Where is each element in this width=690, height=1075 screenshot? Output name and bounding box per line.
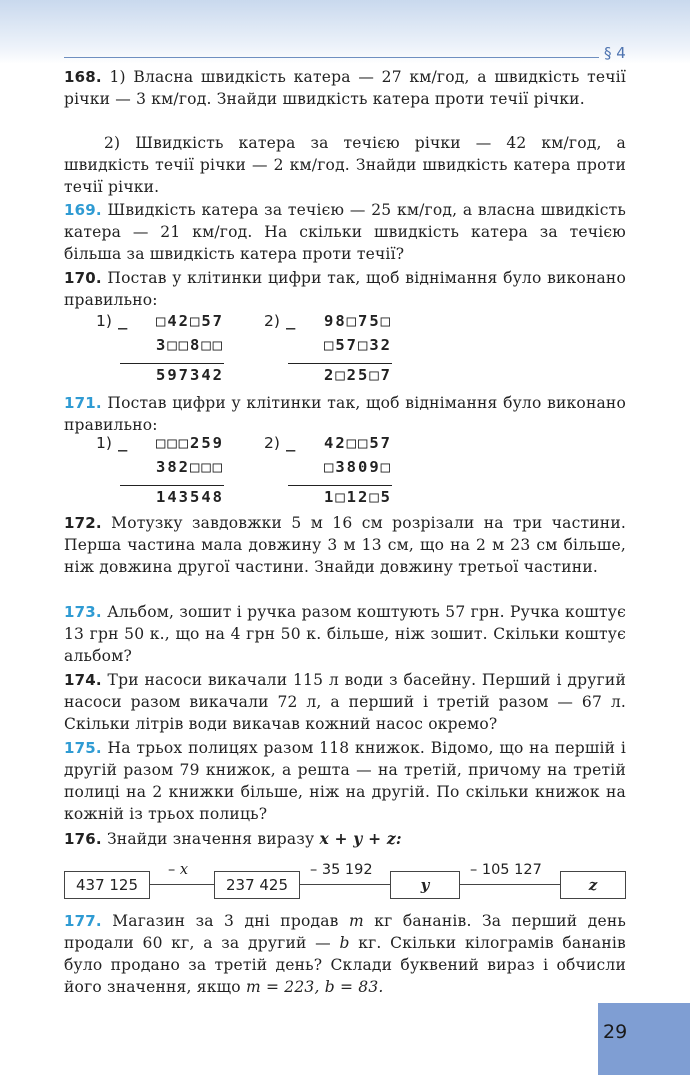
difference: 143548 <box>156 488 224 506</box>
problem-number: 174. <box>64 671 102 689</box>
problem-number: 170. <box>64 269 102 287</box>
problem-177: 177. Магазин за 3 дні продав m кг бананів. За перший день продали 60 кг, а за другий — b кг. Скільки кілограмів бананів було продано за третій день? Склади буквений вираз і обчисли його значення, якщо m = 223, b = 83. <box>64 912 626 996</box>
chain-box-z: z <box>560 871 626 899</box>
problem-number: 177. <box>64 912 102 930</box>
problem-number: 169. <box>64 201 102 219</box>
subtrahend: 3□□8□□ <box>156 336 224 354</box>
chain-operation: – 105 127 <box>470 862 542 878</box>
chain-arrow <box>150 884 214 885</box>
problem-172: 172. Мотузку завдовжки 5 м 16 см розрізали на три частини. Перша частина мала довжину 3 м 13 см, що на 2 м 23 см більше, ніж довжина другої частини. Знайди довжину третьої частини. <box>64 514 626 576</box>
difference: 1□12□5 <box>324 488 392 506</box>
problem-number: 173. <box>64 603 102 621</box>
problem-number: 172. <box>64 514 102 532</box>
chain-arrow <box>300 884 390 885</box>
problem-number: 176. <box>64 830 102 848</box>
header-rule <box>64 57 599 58</box>
subtrahend: 382□□□ <box>156 458 224 476</box>
subtrahend: □3809□ <box>324 458 392 476</box>
minuend: □□□259 <box>156 434 224 452</box>
problem-174: 174. Три насоси викачали 115 л води з басейну. Перший і другий насоси разом викачали 72 л, а перший і третій разом — 67 л. Скільки літрів води викачав кожний насос окремо? <box>64 671 626 733</box>
subtraction-bar <box>120 485 224 486</box>
chain-box-y: y <box>390 871 460 899</box>
chain-operation: – 35 192 <box>310 862 373 878</box>
chain-box-value: 237 425 <box>214 871 300 899</box>
section-label: § 4 <box>604 44 626 62</box>
subtraction-bar <box>120 363 224 364</box>
problem-number: 171. <box>64 394 102 412</box>
problem-176: 176. Знайди значення виразу x + y + z: <box>64 829 402 848</box>
subtraction-170-1: 1) _ □42□57 3□□8□□ 597342 <box>96 312 224 384</box>
subtraction-171-2: 2) _ 42□□57 □3809□ 1□12□5 <box>264 434 392 506</box>
subtraction-bar <box>288 363 392 364</box>
problem-171: 171. Постав цифри у клітинки так, щоб віднімання було виконано правильно: <box>64 394 626 434</box>
chain-arrow <box>460 884 560 885</box>
problem-169: 169. Швидкість катера за течією — 25 км/год, а власна швидкість катера — 21 км/год. На скільки швидкість катера за течією більша за швидкість катера проти течії? <box>64 201 626 263</box>
chain-box-start: 437 125 <box>64 871 150 899</box>
difference: 597342 <box>156 366 224 384</box>
subtraction-bar <box>288 485 392 486</box>
chain-operation: – x <box>168 862 189 878</box>
problem-175: 175. На трьох полицях разом 118 книжок. Відомо, що на першій і другій разом 79 книжок, а решта — на третій, причому на третій полиці на 2 книжки більше, ніж на другій. По скільки книжок на кожній із трьох полиць? <box>64 739 626 823</box>
problem-170: 170. Постав у клітинки цифри так, щоб віднімання було виконано правильно: <box>64 269 626 309</box>
top-gradient-band <box>0 0 690 64</box>
problem-168-part2: 2) Швидкість катера за течією річки — 42 км/год, а швидкість течії річки — 2 км/год. Знайди швидкість катера проти течії річки. <box>64 134 626 196</box>
subtrahend: □57□32 <box>324 336 392 354</box>
problem-173: 173. Альбом, зошит і ручка разом коштують 57 грн. Ручка коштує 13 грн 50 к., що на 4 грн 50 к. більше, ніж зошит. Скільки коштує альбом? <box>64 603 626 665</box>
calculation-chain <box>64 862 630 912</box>
subtraction-170-2: 2) _ 98□75□ □57□32 2□25□7 <box>264 312 392 384</box>
problem-number: 168. <box>64 68 102 86</box>
subtraction-171-1: 1) _ □□□259 382□□□ 143548 <box>96 434 224 506</box>
problem-168-part1: 168. 1) Власна швидкість катера — 27 км/год, а швидкість течії річки — 3 км/год. Знайди швидкість катера проти течії річки. <box>64 68 626 108</box>
problem-number: 175. <box>64 739 102 757</box>
page-number: 29 <box>603 1021 628 1043</box>
minuend: 42□□57 <box>324 434 392 452</box>
difference: 2□25□7 <box>324 366 392 384</box>
minuend: □42□57 <box>156 312 224 330</box>
minuend: 98□75□ <box>324 312 392 330</box>
